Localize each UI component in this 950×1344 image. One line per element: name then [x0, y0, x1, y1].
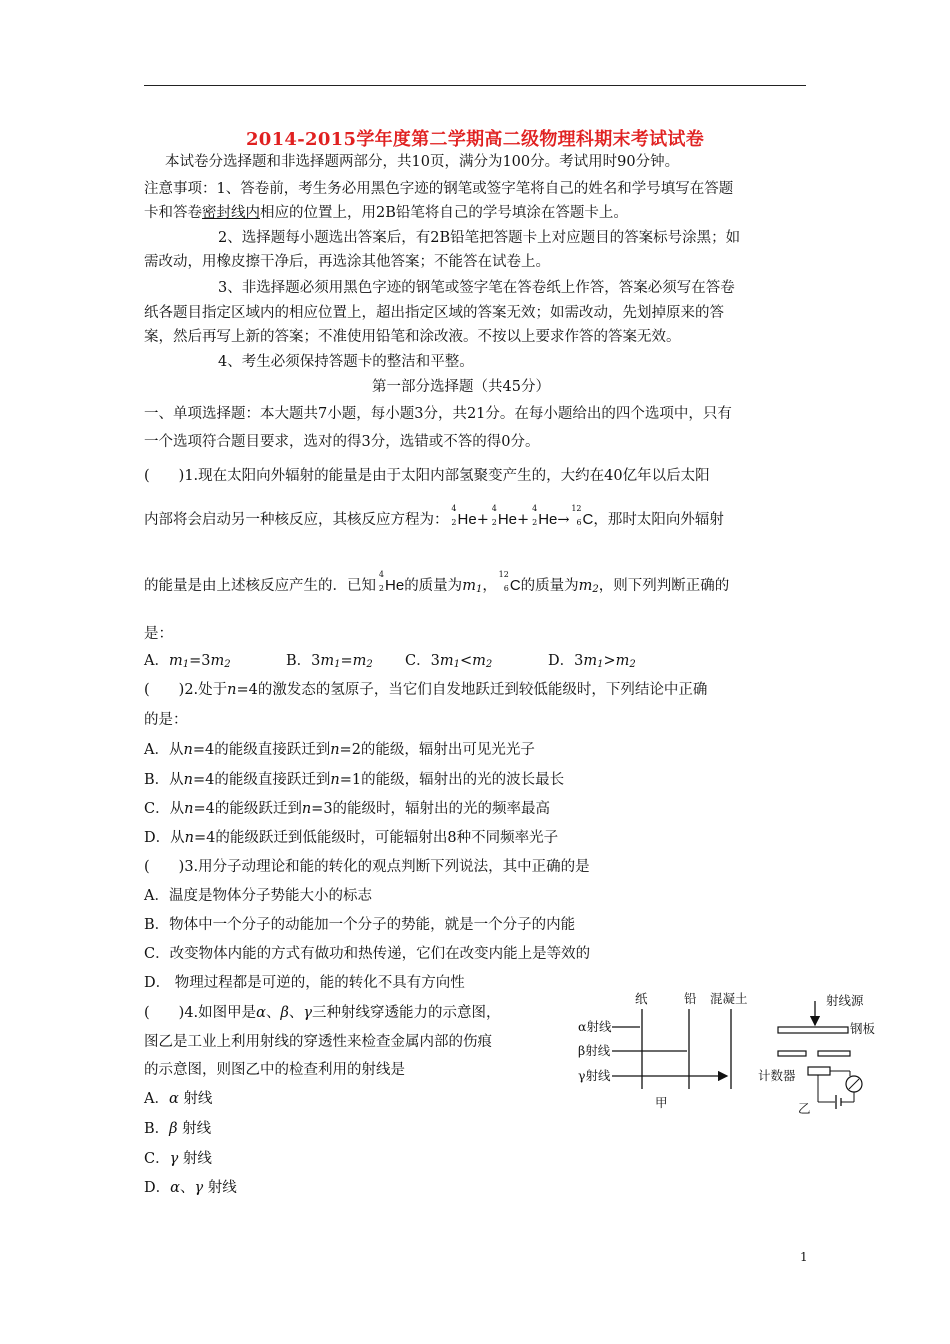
q1-line-4: 是： [144, 626, 173, 642]
q1-line-2: 内部将会启动另一种核反应，其核反应方程为： 4 2 He+ 4 2 He+ 4 2 He→ 12 6 C，那时太阳向外辐射 [144, 504, 724, 528]
q3-option-b: B．物体中一个分子的动能加一个分子的势能，就是一个分子的内能 [144, 917, 576, 933]
q2-line-2: 的是： [144, 712, 188, 728]
note-2-line-2: 需改动，用橡皮擦干净后，再选涂其他答案；不能答在试卷上。 [144, 254, 550, 270]
alpha-ray-label: α射线 [578, 1019, 612, 1034]
meter-needle [849, 1079, 859, 1089]
counter-box [808, 1067, 830, 1075]
concrete-label: 混凝土 [710, 991, 748, 1006]
gamma-ray-label: γ射线 [578, 1068, 611, 1083]
note-4: 4、考生必须保持答题卡的整洁和平整。 [218, 354, 474, 370]
source-label: 射线源 [826, 993, 864, 1008]
steel-plate [778, 1027, 848, 1033]
radiation-figure [560, 985, 890, 1120]
note-2-line-1: 2、选择题每小题选出答案后，有2B铅笔把答题卡上对应题目的答案标号涂黑；如 [218, 230, 741, 246]
figure-yi-label: 乙 [798, 1101, 811, 1116]
lead-label: 铅 [684, 991, 697, 1006]
plate-label: 钢板 [850, 1021, 876, 1036]
q1-line-3: 的能量是由上述核反应产生的．已知 4 2 He的质量为$m_1$， 12 6 C的质量为$m_2$，则下列判断正确的 [144, 570, 730, 595]
page-number: 1 [800, 1250, 808, 1264]
q1-line-1: ( )1.现在太阳向外辐射的能量是由于太阳内部氢聚变产生的，大约在40亿年以后太阳 [144, 468, 710, 484]
collimator-left [778, 1051, 806, 1056]
figure-jia-label: 甲 [655, 1095, 668, 1110]
section-1-line-1: 一、单项选择题：本大题共7小题，每小题3分，共21分。在每小题给出的四个选项中，只有 [144, 406, 732, 422]
intro-text: 本试卷分选择题和非选择题两部分，共10页，满分为100分。考试用时90分钟。 [165, 154, 680, 170]
note-3-line-2: 纸各题目指定区域内的相应位置上，超出指定区域的答案无效；如需改动，先划掉原来的答 [144, 305, 724, 321]
q3-option-d: D． 物理过程都是可逆的，能的转化不具有方向性 [144, 975, 465, 991]
note-3-line-3: 案，然后再写上新的答案；不准使用铅笔和涂改液。不按以上要求作答的答案无效。 [144, 329, 681, 345]
section-1-line-2: 一个选项符合题目要求，选对的得3分，选错或不答的得0分。 [144, 434, 540, 450]
counter-label: 计数器 [758, 1068, 796, 1083]
note-3-line-1: 3、非选择题必须用黑色字迹的钢笔或签字笔在答卷纸上作答，答案必须写在答卷 [218, 280, 735, 296]
q2-option-a: A．从n=4的能级直接跃迁到n=2的能级，辐射出可见光光子 [144, 742, 535, 758]
q2-line-1: ( )2.处于n=4的激发态的氢原子，当它们自发地跃迁到较低能级时，下列结论中正确 [144, 682, 708, 698]
q3-option-c: C．改变物体内能的方式有做功和热传递，它们在改变内能上是等效的 [144, 946, 591, 962]
collimator-right [818, 1051, 850, 1056]
paper-label: 纸 [635, 991, 648, 1006]
q1-option-d: D．$3m_1>m_2$ [548, 653, 636, 670]
q1-option-c: C．$3m_1<m_2$ [405, 653, 493, 670]
q2-option-c: C．从n=4的能级跃迁到n=3的能级时，辐射出的光的频率最高 [144, 801, 551, 817]
q4-option-b: B．β 射线 [144, 1121, 212, 1137]
q4-option-a: A．α 射线 [144, 1091, 213, 1107]
q4-option-d: D．α、γ 射线 [144, 1180, 237, 1196]
q2-option-d: D．从n=4的能级跃迁到低能级时，可能辐射出8种不同频率光子 [144, 830, 559, 846]
q1-option-b: B．$3m_1=m_2$ [286, 653, 373, 670]
q3-stem: ( )3.用分子动理论和能的转化的观点判断下列说法，其中正确的是 [144, 859, 590, 875]
q4-line-1: ( )4.如图甲是α、β、γ三种射线穿透能力的示意图， [144, 1005, 501, 1021]
note-1-line-1: 注意事项：1、答卷前，考生务必用黑色字迹的钢笔或签字笔将自己的姓名和学号填写在答题 [144, 181, 734, 197]
q3-option-a: A．温度是物体分子势能大小的标志 [144, 888, 372, 904]
q4-option-c: C．γ 射线 [144, 1151, 212, 1167]
q2-option-b: B．从n=4的能级直接跃迁到n=1的能级，辐射出的光的波长最长 [144, 772, 565, 788]
note-1-line-2: 卡和答卷密封线内相应的位置上，用2B铅笔将自己的学号填涂在答题卡上。 [144, 205, 628, 221]
q1-option-a: A．$m_1=3m_2$ [144, 653, 231, 670]
q4-line-3: 的示意图，则图乙中的检查利用的射线是 [144, 1062, 405, 1078]
exam-title: 2014-2015学年度第二学期高二级物理科期末考试试卷 [245, 129, 705, 150]
part-one-heading: 第一部分选择题（共45分） [372, 379, 550, 395]
beta-ray-label: β射线 [578, 1043, 611, 1058]
nuclear-equation: 4 2 He+ 4 2 He+ 4 2 He→ 12 6 C [451, 504, 594, 528]
q4-line-2: 图乙是工业上利用射线的穿透性来检查金属内部的伤痕 [144, 1034, 492, 1050]
header-rule [144, 85, 806, 86]
